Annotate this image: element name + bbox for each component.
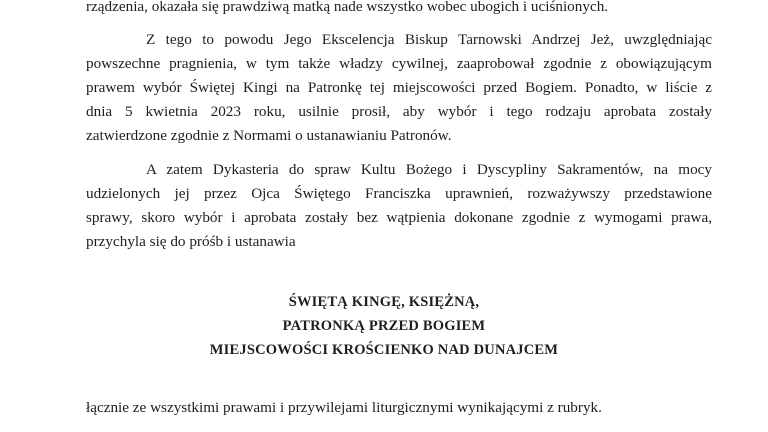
paragraph-line: prawem wybór Świętej Kingi na Patronkę tej miejscowości przed Bogiem. Ponadto, w liście z xyxy=(86,79,712,96)
decree-title-line: PATRONKĄ PRZED BOGIEM xyxy=(282,318,486,334)
paragraph-line: przychyla się do próśb i ustanawia xyxy=(86,233,296,250)
paragraph-line: Z tego to powodu Jego Ekscelencja Biskup Tarnowski Andrzej Jeż, uwzględniając xyxy=(146,31,712,48)
paragraph-line: zatwierdzone zgodnie z Normami o ustanawianiu Patronów. xyxy=(86,127,452,144)
closing-line: łącznie ze wszystkimi prawami i przywilejami liturgicznymi wynikającymi z rubryk. xyxy=(86,399,602,416)
paragraph-line: udzielonych jej przez Ojca Świętego Franciszka uprawnień, rozważywszy przedstawione xyxy=(86,185,712,202)
paragraph-line: A zatem Dykasteria do spraw Kultu Bożego i Dyscypliny Sakramentów, na mocy xyxy=(146,161,712,178)
decree-title-line: ŚWIĘTĄ KINGĘ, KSIĘŻNĄ, xyxy=(288,294,480,310)
paragraph-line: rządzenia, okazała się prawdziwą matką nade wszystko wobec ubogich i uciśnionych. xyxy=(86,0,609,15)
paragraph-line: powszechne pragnienia, w tym także władzy cywilnej, zaaprobował zgodnie z obowiązującym xyxy=(86,55,712,72)
decree-title-line: MIEJSCOWOŚCI KROŚCIENKO NAD DUNAJCEM xyxy=(209,342,559,358)
paragraph-line: sprawy, skoro wybór i aprobata zostały bez wątpienia dokonane zgodnie z wymogami prawa, xyxy=(86,209,712,226)
paragraph-line: dnia 5 kwietnia 2023 roku, usilnie prosił, aby wybór i tego rodzaju aprobata zostały xyxy=(86,103,712,120)
